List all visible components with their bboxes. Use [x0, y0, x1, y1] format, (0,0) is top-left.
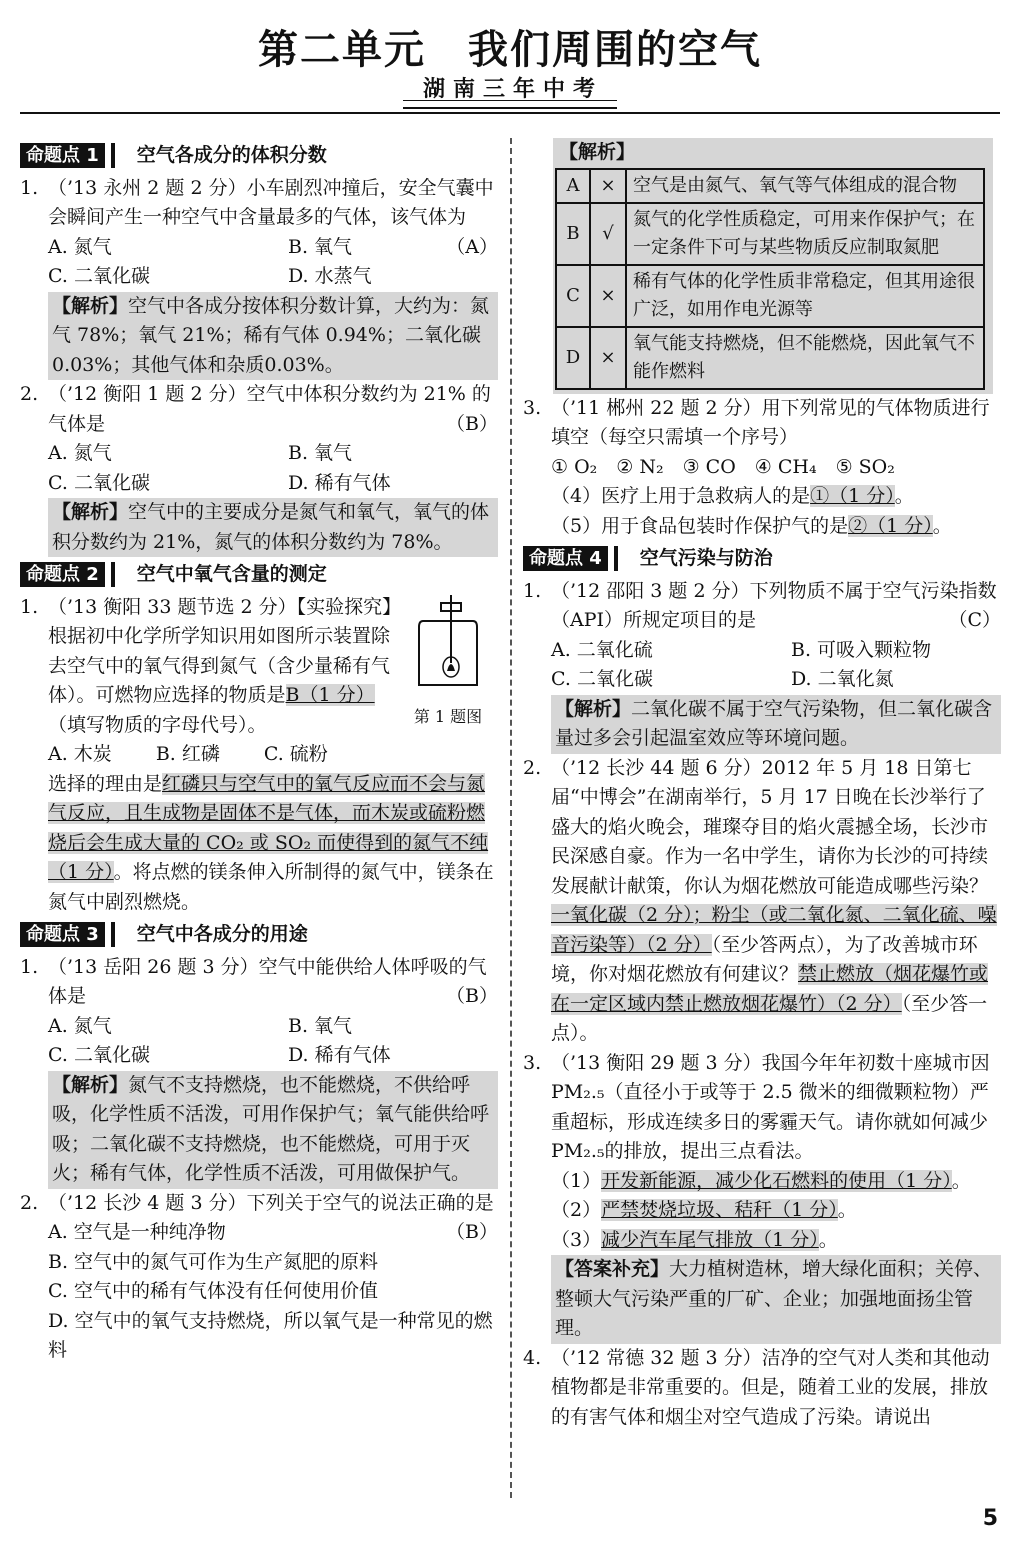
answer: （B）: [446, 412, 498, 435]
question-1-2: 2. （’12 衡阳 1 题 2 分）空气中体积分数约为 21% 的气体是 （B）: [20, 380, 498, 439]
options: A. 木炭 B. 红磷 C. 硫粉: [48, 743, 328, 765]
answer-blank: B（1 分）: [285, 684, 375, 706]
question-4-3: 3. （’13 衡阳 29 题 3 分）我国今年年初数十座城市因 PM₂.₅（直径小于或等于 2.5 微米的细微颗粒物）严重超标，形成连续多日的雾霾天气。请你就如何减少 PM₂.₅的排放，提出三点看法。: [523, 1051, 990, 1162]
analysis-box: 【解析】空气中各成分按体积分数计算，大约为：氮气 78%；氧气 21%；稀有气体 0.94%；二氧化碳 0.03%；其他气体和杂质0.03%。: [48, 292, 498, 381]
left-column: [20, 138, 498, 1366]
section-title: 空气各成分的体积分数: [136, 144, 327, 166]
question-text: （’12 衡阳 1 题 2 分）空气中体积分数约为 21% 的气体是: [48, 383, 491, 435]
page-subtitle: 湖南三年中考: [403, 70, 617, 109]
fill-4: （4）医疗上用于急救病人的是①（1 分）。: [551, 485, 914, 507]
supplement-box: 【答案补充】大力植树造林，增大绿化面积；关停、整顿大气污染严重的厂矿、企业；加强地面扬尘管理。: [551, 1255, 1001, 1344]
answer-blank: 红磷只与空气中的氧气反应而不会与氮气反应，且生成物是固体不是气体，而木炭或硫粉燃烧后会生成大量的 CO₂ 或 SO₂ 而使得到的氮气不纯（1 分）: [48, 772, 489, 883]
section-header-1: [20, 141, 498, 171]
analysis-box: 【解析】空气中的主要成分是氮气和氧气，氧气的体积分数约为 21%，氮气的体积分数约为 78%。: [48, 498, 498, 557]
column-divider: [510, 138, 512, 1498]
section-tag: 命题点 1: [20, 143, 111, 168]
header-rule: [20, 112, 1000, 114]
figure-caption: 第 1 题图: [413, 707, 483, 726]
apparatus-figure: [402, 593, 494, 732]
bell-jar-icon: [413, 593, 483, 693]
answer-line-1: （1）开发新能源，减少化石燃料的使用（1 分）。: [551, 1169, 971, 1192]
options: A. 氮气 B. 氧气 C. 二氧化碳 D. 水蒸气: [48, 235, 372, 287]
question-3-3: 3. （’11 郴州 22 题 2 分）用下列常见的气体物质进行填空（每空只需填一个序号）: [523, 396, 990, 448]
section-header-2: 命题点 2 空气中氧气含量的测定: [20, 560, 498, 590]
analysis-table-box: 【解析】 A × 空气是由氮气、氧气等气体组成的混合物 B √ 氮气的化学性质稳定，可用来作保护气；在一定条件下可与某些物质反应制取氮肥 C × 稀有气体的化学性质非常稳定，但其用途很广泛，如用作电光源等 D × 氧气能支持燃烧，但不能燃烧，因此氧气不能作燃料: [553, 138, 993, 394]
question-4-4: 4. （’12 常德 32 题 3 分）洁净的空气对人类和其他动植物都是非常重要的。但是，随着工业的发展，排放的有害气体和烟尘对空气造成了污染。请说出: [523, 1346, 990, 1428]
analysis-box: 【解析】二氧化碳不属于空气污染物，但二氧化碳含量过多会引起温室效应等环境问题。: [551, 695, 1001, 754]
options: A. 氮气 B. 氧气 C. 二氧化碳 D. 稀有气体: [48, 442, 391, 494]
answer: （A）: [446, 235, 498, 258]
fill-5: （5）用于食品包装时作保护气的是②（1 分）。: [551, 514, 952, 537]
question-3-2: 2. （’12 长沙 4 题 3 分）下列关于空气的说法正确的是 （B）: [20, 1191, 498, 1243]
analysis-table: A × 空气是由氮气、氧气等气体组成的混合物 B √ 氮气的化学性质稳定，可用来作保护气；在一定条件下可与某些物质反应制取氮肥 C × 稀有气体的化学性质非常稳定，但其用途很广泛，如用作电光源等 D × 氧气能支持燃烧，但不能燃烧，因此氧气不能作燃料: [555, 168, 985, 390]
question-4-2: 2. （’12 长沙 44 题 6 分）2012 年 5 月 18 日第七届“中博会”在湖南举行，5 月 17 日晚在长沙举行了盛大的焰火晚会，璀璨夺目的焰火震撼全场，长沙市民深感自豪。作为一名中学生，请你为长沙的可持续发展献计献策，你认为烟花燃放可能造成哪些污染？一氧化碳（2 分）；粉尘（或二氧化氮、二氧化硫、噪音污染等）（2 分）（至少答两点），为了改善城市环境，你对烟花燃放有何建议？禁止燃放（烟花爆竹或在一定区域内禁止燃放烟花爆竹）（2 分）（至少答一点）。: [523, 756, 997, 1044]
reason-text: 选择的理由是红磷只与空气中的氧气反应而不会与氮气反应，且生成物是固体不是气体，而木炭或硫粉燃烧后会生成大量的 CO₂ 或 SO₂ 而使得到的氮气不纯（1 分）。将点燃的镁条伸入所制得的氮气中，镁条在氮气中剧烈燃烧。: [48, 772, 494, 913]
section-header-4: 命题点 4 空气污染与防治: [523, 544, 1001, 574]
options: A. 二氧化硫 B. 可吸入颗粒物 C. 二氧化碳 D. 二氧化氮: [551, 638, 932, 690]
page-title: 第二单元 我们周围的空气: [258, 27, 762, 73]
page-number: 5: [982, 1506, 998, 1531]
question-1-1: 1. （’13 永州 2 题 2 分）小车剧烈冲撞后，安全气囊中会瞬间产生一种空气中含量最多的气体，该气体为 （A）: [20, 174, 498, 233]
question-4-1: 1. （’12 邵阳 3 题 2 分）下列物质不属于空气污染指数（API）所规定项目的是 （C）: [523, 579, 1001, 631]
question-text: （’13 永州 2 题 2 分）小车剧烈冲撞后，安全气囊中会瞬间产生一种空气中含量最多的气体，该气体为: [48, 176, 494, 228]
options: A. 氮气 B. 氧气 C. 二氧化碳 D. 稀有气体: [48, 1014, 391, 1066]
question-3-1: 1. （’13 岳阳 26 题 3 分）空气中能供给人体呼吸的气体是 （B）: [20, 955, 498, 1007]
analysis-box: 【解析】氮气不支持燃烧，也不能燃烧，不供给呼吸，化学性质不活泼，可用作保护气；氧气能供给呼吸；二氧化碳不支持燃烧，也不能燃烧，可用于灭火；稀有气体，化学性质不活泼，可用做保护气。: [48, 1071, 498, 1189]
gas-options: ① O₂ ② N₂ ③ CO ④ CH₄ ⑤ SO₂: [551, 455, 895, 478]
answer-line-2: （2）严禁焚烧垃圾、秸秆（1 分）。: [551, 1199, 857, 1221]
right-column: [523, 138, 1001, 1432]
question-2-1: 1. （’13 衡阳 33 题节选 2 分）【实验探究】根据初中化学所学知识用如图所示装置除去空气中的氧气得到氮气（含少量稀有气体）。可燃物应选择的物质是B（1 分）（填写物质的字母代号）。 第 1 题图: [20, 593, 498, 741]
options-list: A. 空气是一种纯净物 B. 空气中的氮气可作为生产氮肥的原料 C. 空气中的稀有气体没有任何使用价值 D. 空气中的氧气支持燃烧，所以氧气是一种常见的燃料: [48, 1221, 493, 1361]
section-header-3: 命题点 3 空气中各成分的用途: [20, 920, 498, 950]
answer-line-3: （3）减少汽车尾气排放（1 分）。: [551, 1228, 838, 1251]
